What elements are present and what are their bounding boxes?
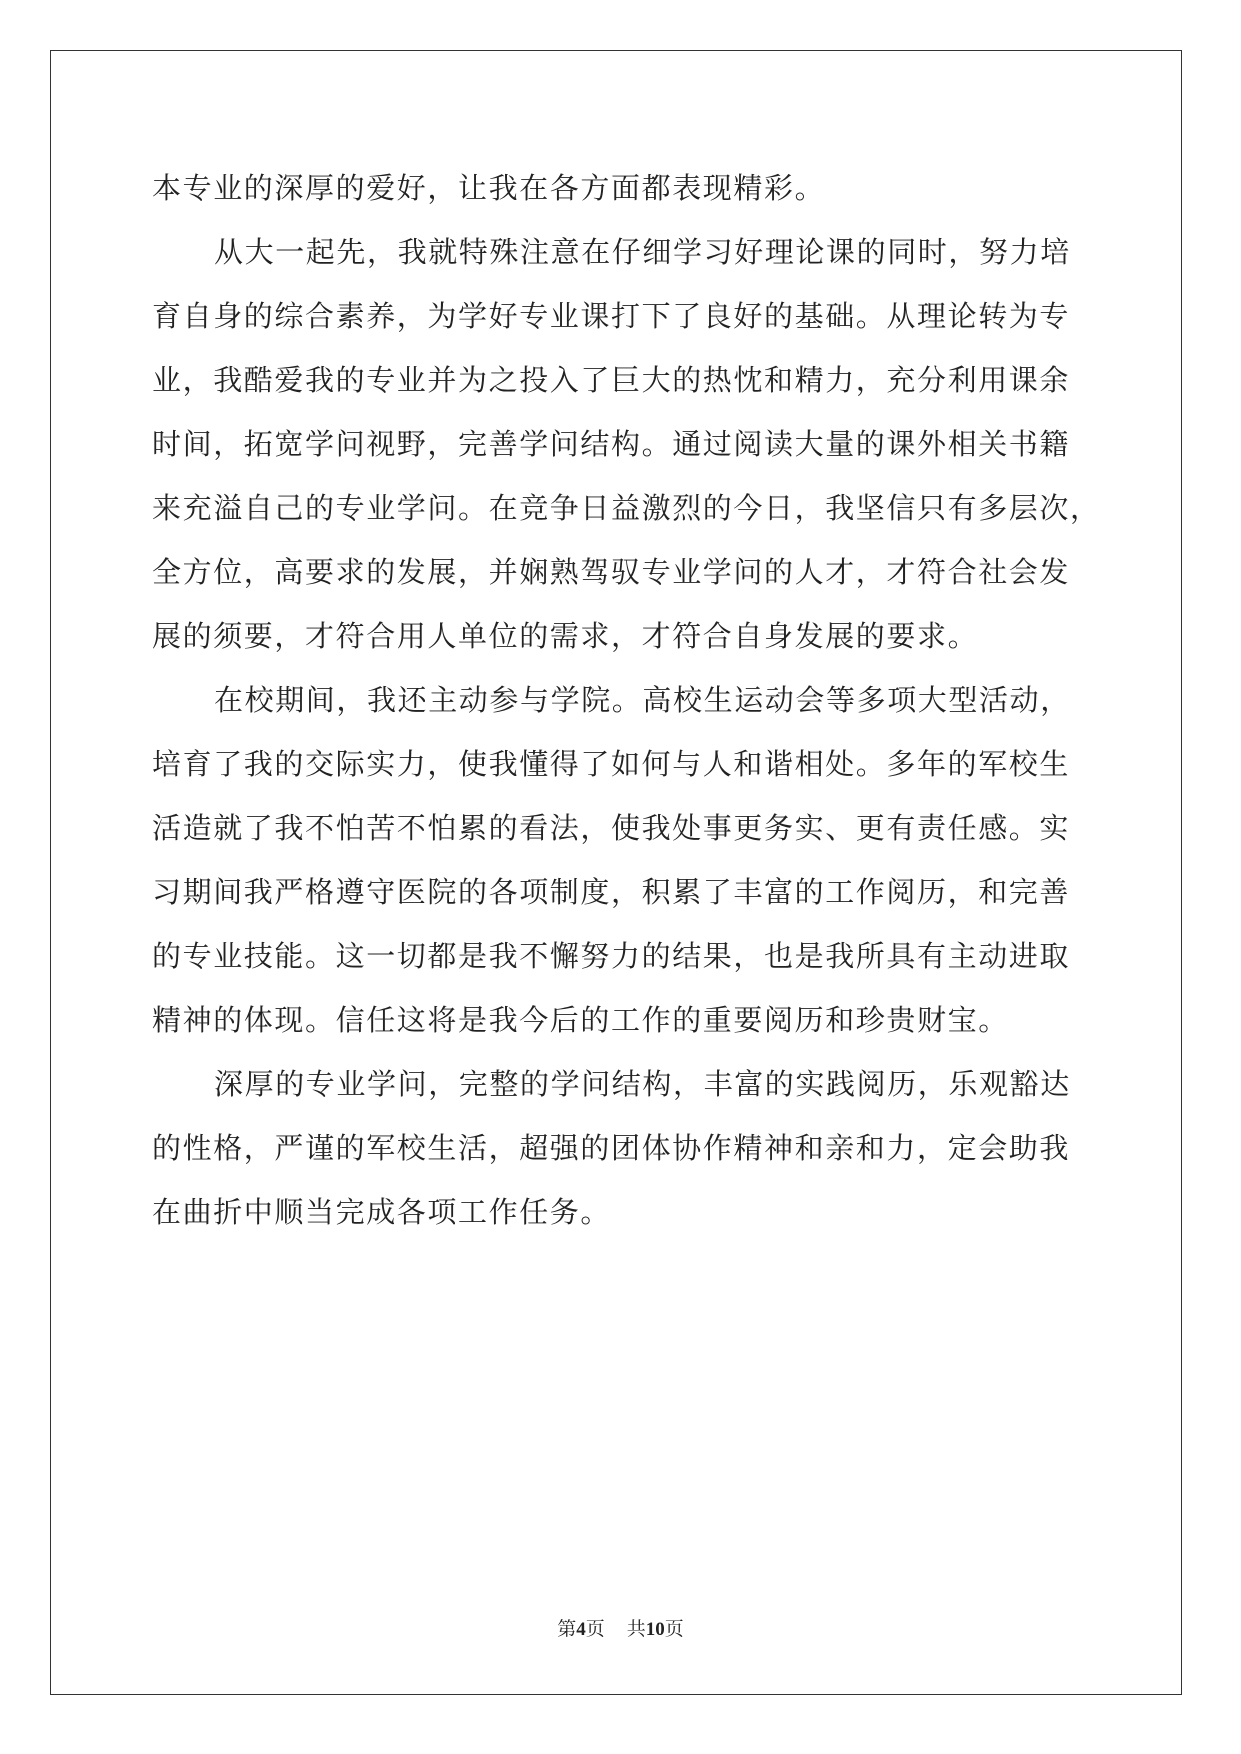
text-line: 全方位，高要求的发展，并娴熟驾驭专业学问的人才，才符合社会发: [152, 555, 1071, 589]
text-line: 在校期间，我还主动参与学院。高校生运动会等多项大型活动，: [214, 683, 1071, 717]
paragraph: [152, 156, 1092, 220]
paragraph: [152, 1052, 1092, 1244]
total-page-count: 10: [645, 1619, 665, 1640]
text-line: 业，我酷爱我的专业并为之投入了巨大的热忱和精力，充分利用课余: [152, 363, 1071, 397]
page-prefix: 第: [557, 1619, 577, 1640]
text-line: 来充溢自己的专业学问。在竞争日益激烈的今日，我坚信只有多层次，: [152, 491, 1101, 525]
text-line: 活造就了我不怕苦不怕累的看法，使我处事更务实、更有责任感。实: [152, 811, 1071, 845]
text-line: 的性格，严谨的军校生活，超强的团体协作精神和亲和力，定会助我: [152, 1131, 1071, 1165]
page-footer: [0, 1614, 1241, 1641]
text-line: 时间，拓宽学问视野，完善学问结构。通过阅读大量的课外相关书籍: [152, 427, 1071, 461]
text-line: 培育了我的交际实力，使我懂得了如何与人和谐相处。多年的军校生: [152, 747, 1071, 781]
text-line: 精神的体现。信任这将是我今后的工作的重要阅历和珍贵财宝。: [152, 1003, 1009, 1037]
text-line: 展的须要，才符合用人单位的需求，才符合自身发展的要求。: [152, 619, 979, 653]
text-line: 从大一起先，我就特殊注意在仔细学习好理论课的同时，努力培: [214, 235, 1071, 269]
total-prefix: 共: [626, 1619, 646, 1640]
page-suffix: 页: [585, 1619, 605, 1640]
current-page-number: 4: [576, 1619, 586, 1640]
paragraph: [152, 668, 1092, 1052]
text-line: 本专业的深厚的爱好，让我在各方面都表现精彩。: [152, 171, 826, 205]
paragraph: [152, 220, 1101, 668]
text-line: 在曲折中顺当完成各项工作任务。: [152, 1195, 612, 1229]
document-body: [152, 156, 1101, 1244]
text-line: 的专业技能。这一切都是我不懈努力的结果，也是我所具有主动进取: [152, 939, 1071, 973]
text-line: 习期间我严格遵守医院的各项制度，积累了丰富的工作阅历，和完善: [152, 875, 1071, 909]
text-line: 深厚的专业学问，完整的学问结构，丰富的实践阅历，乐观豁达: [214, 1067, 1071, 1101]
text-line: 育自身的综合素养，为学好专业课打下了良好的基础。从理论转为专: [152, 299, 1071, 333]
total-suffix: 页: [664, 1619, 684, 1640]
